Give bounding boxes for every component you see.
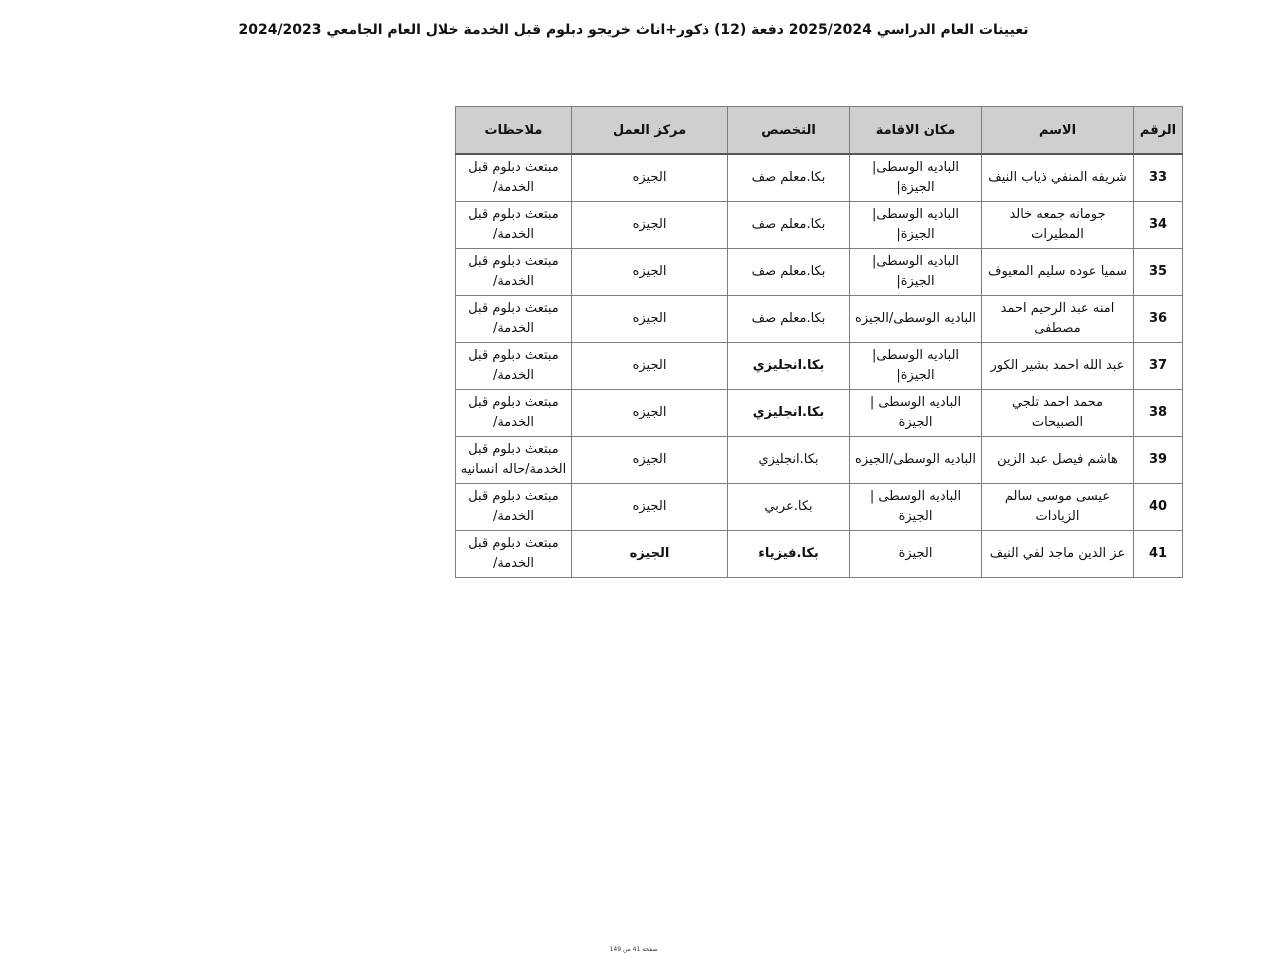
cell-notes: مبتعث دبلوم قبل الخدمة/ xyxy=(456,202,572,249)
cell-name: شريفه المنفي ذياب النيف xyxy=(982,154,1134,202)
cell-work-center: الجيزه xyxy=(572,437,728,484)
cell-specialty: بكا.انجليزي xyxy=(728,437,850,484)
cell-notes: مبتعث دبلوم قبل الخدمة/ xyxy=(456,390,572,437)
cell-work-center: الجيزه xyxy=(572,484,728,531)
table-row xyxy=(456,154,1183,202)
cell-name: عبد الله احمد بشير الكور xyxy=(982,343,1134,390)
cell-number: 38 xyxy=(1134,390,1183,437)
cell-specialty: بكا.معلم صف xyxy=(728,296,850,343)
cell-residence: الباديه الوسطى|الجيزة| xyxy=(850,202,982,249)
table-row xyxy=(456,343,1183,390)
cell-notes: مبتعث دبلوم قبل الخدمة/ xyxy=(456,154,572,202)
cell-specialty: بكا.معلم صف xyxy=(728,249,850,296)
cell-name: عز الدين ماجد لفي النيف xyxy=(982,531,1134,578)
cell-name: امنه عبد الرحيم احمد مصطفى xyxy=(982,296,1134,343)
cell-residence: الباديه الوسطى/الجيزه xyxy=(850,437,982,484)
cell-number: 36 xyxy=(1134,296,1183,343)
cell-residence: الباديه الوسطى|الجيزة| xyxy=(850,249,982,296)
cell-name: عيسى موسى سالم الزيادات xyxy=(982,484,1134,531)
cell-notes: مبتعث دبلوم قبل الخدمة/حاله انسانيه xyxy=(456,437,572,484)
header-specialty: التخصص xyxy=(728,107,850,155)
table-row xyxy=(456,531,1183,578)
header-residence: مكان الاقامة xyxy=(850,107,982,155)
header-number: الرقم xyxy=(1134,107,1183,155)
header-notes: ملاحظات xyxy=(456,107,572,155)
table-row xyxy=(456,296,1183,343)
header-name: الاسم xyxy=(982,107,1134,155)
cell-residence: الجيزة xyxy=(850,531,982,578)
cell-specialty: بكا.انجليزي xyxy=(728,343,850,390)
cell-name: محمد احمد تلجي الصبيحات xyxy=(982,390,1134,437)
cell-notes: مبتعث دبلوم قبل الخدمة/ xyxy=(456,484,572,531)
cell-work-center: الجيزه xyxy=(572,154,728,202)
table-row xyxy=(456,202,1183,249)
cell-specialty: بكا.عربي xyxy=(728,484,850,531)
cell-specialty: بكا.معلم صف xyxy=(728,202,850,249)
cell-number: 35 xyxy=(1134,249,1183,296)
header-row xyxy=(456,107,1183,155)
cell-number: 40 xyxy=(1134,484,1183,531)
header-work-center: مركز العمل xyxy=(572,107,728,155)
table-row xyxy=(456,390,1183,437)
cell-notes: مبتعث دبلوم قبل الخدمة/ xyxy=(456,343,572,390)
page-footer: صفحة 41 من 149 xyxy=(609,946,658,953)
cell-name: جومانه جمعه خالد المطيرات xyxy=(982,202,1134,249)
cell-name: هاشم فيصل عبد الزين xyxy=(982,437,1134,484)
cell-number: 41 xyxy=(1134,531,1183,578)
cell-number: 37 xyxy=(1134,343,1183,390)
table-row xyxy=(456,249,1183,296)
cell-residence: الباديه الوسطى|الجيزة| xyxy=(850,154,982,202)
cell-work-center: الجيزه xyxy=(572,390,728,437)
table-row xyxy=(456,484,1183,531)
document-title: تعيينات العام الدراسي 2025/2024 دفعة (12) ذكور+اناث خريجو دبلوم قبل الخدمة خلال العام الجامعي 2024/2023 xyxy=(238,22,1029,38)
cell-number: 34 xyxy=(1134,202,1183,249)
cell-notes: مبتعث دبلوم قبل الخدمة/ xyxy=(456,531,572,578)
cell-residence: الباديه الوسطى |الجيزة xyxy=(850,484,982,531)
cell-name: سميا عوده سليم المعيوف xyxy=(982,249,1134,296)
table-body xyxy=(456,154,1183,578)
cell-specialty: بكا.معلم صف xyxy=(728,154,850,202)
cell-specialty: بكا.انجليزي xyxy=(728,390,850,437)
cell-residence: الباديه الوسطى|الجيزة| xyxy=(850,343,982,390)
cell-work-center: الجيزه xyxy=(572,343,728,390)
appointments-table xyxy=(455,106,1183,578)
cell-specialty: بكا.فيزياء xyxy=(728,531,850,578)
cell-number: 39 xyxy=(1134,437,1183,484)
cell-work-center: الجيزه xyxy=(572,531,728,578)
table-row xyxy=(456,437,1183,484)
table-header xyxy=(456,107,1183,155)
cell-number: 33 xyxy=(1134,154,1183,202)
cell-notes: مبتعث دبلوم قبل الخدمة/ xyxy=(456,296,572,343)
cell-work-center: الجيزه xyxy=(572,249,728,296)
cell-residence: الباديه الوسطى |الجيزة xyxy=(850,390,982,437)
cell-residence: الباديه الوسطى/الجيزه xyxy=(850,296,982,343)
cell-notes: مبتعث دبلوم قبل الخدمة/ xyxy=(456,249,572,296)
cell-work-center: الجيزه xyxy=(572,296,728,343)
cell-work-center: الجيزه xyxy=(572,202,728,249)
